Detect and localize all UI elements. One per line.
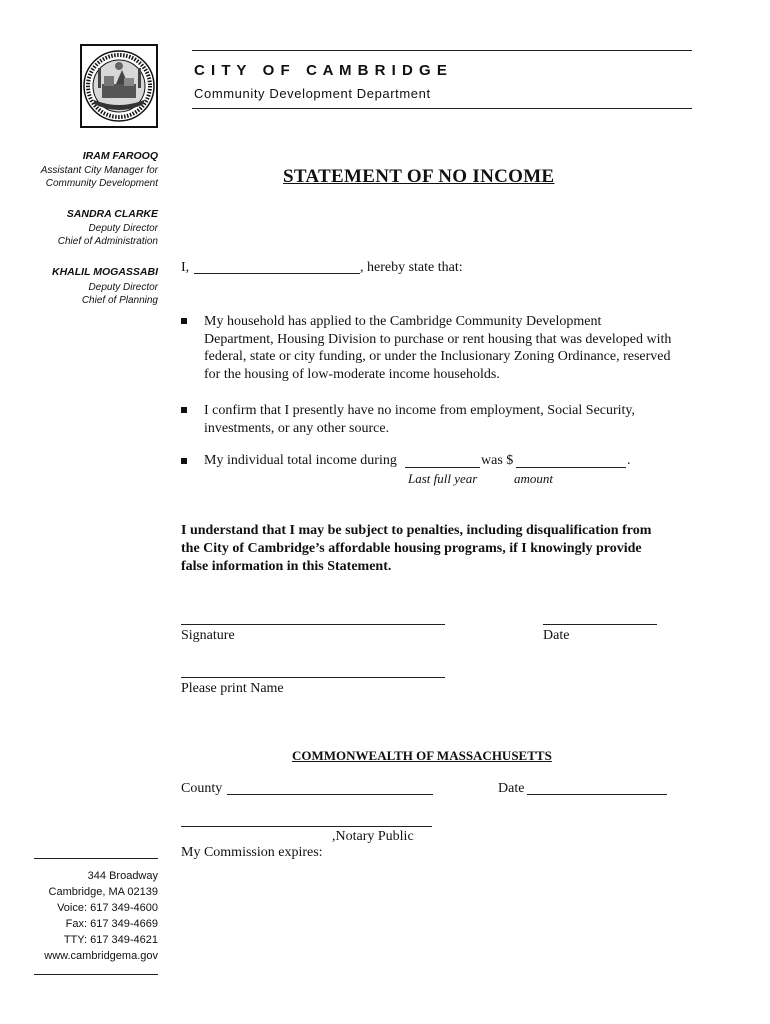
- address-top-rule: [34, 858, 158, 859]
- income-suffix: .: [627, 453, 631, 468]
- address-line: TTY: 617 349-4621: [63, 934, 158, 946]
- address-bottom-rule: [34, 974, 158, 975]
- bullet-icon: [181, 407, 187, 413]
- amount-label: amount: [514, 471, 553, 486]
- address-line: Fax: 617 349-4669: [65, 918, 158, 930]
- document-title: STATEMENT OF NO INCOME: [283, 166, 555, 187]
- website-link[interactable]: www.cambridgema.gov: [44, 950, 158, 962]
- city-title: C I T Y O F C A M B R I D G E: [194, 62, 448, 79]
- staff-name: SANDRA CLARKE: [66, 208, 158, 220]
- date-line[interactable]: [543, 624, 657, 625]
- staff-title: Community Development: [45, 178, 158, 189]
- notary-heading: COMMONWEALTH OF MASSACHUSETTS: [292, 748, 552, 763]
- year-label: Last full year: [408, 471, 478, 486]
- name-blank-line[interactable]: [194, 273, 360, 274]
- county-line[interactable]: [227, 794, 433, 795]
- staff-name: IRAM FAROOQ: [82, 150, 158, 162]
- commission-label: My Commission expires:: [181, 845, 323, 860]
- address-line: Cambridge, MA 02139: [48, 886, 158, 898]
- print-name-label: Please print Name: [181, 681, 284, 696]
- city-seal: [80, 44, 158, 128]
- signature-line[interactable]: [181, 624, 445, 625]
- department-name: Community Development Department: [194, 86, 431, 101]
- address-line: 344 Broadway: [87, 870, 158, 882]
- bullet-icon: [181, 318, 187, 324]
- statement-bullet: I confirm that I presently have no income from employment, Social Security, investments, or any other source.: [204, 403, 636, 436]
- intro-prefix: I,: [181, 260, 190, 275]
- staff-title: Chief of Planning: [81, 295, 158, 306]
- penalty-statement: I understand that I may be subject to penalties, including disqualification from the City of Cambridge’s affordable housing programs, if I knowingly provide false information in this Statement.: [181, 523, 652, 574]
- year-blank-line[interactable]: [405, 467, 480, 468]
- address-line: Voice: 617 349-4600: [57, 902, 158, 914]
- date-label: Date: [543, 628, 570, 643]
- bullet-icon: [181, 458, 187, 464]
- statement-bullet: My household has applied to the Cambridge Community Development Department, Housing Division to purchase or rent housing that was developed with federal, state or city funding, or under the Inclusionary Zoning Ordinance, reserved for the housing of low-moderate income households.: [204, 314, 672, 382]
- staff-title: Chief of Administration: [57, 236, 158, 247]
- header-bottom-rule: [192, 108, 692, 109]
- signature-label: Signature: [181, 628, 235, 643]
- county-label: County: [181, 781, 223, 796]
- staff-name: KHALIL MOGASSABI: [52, 266, 158, 278]
- print-name-line[interactable]: [181, 677, 445, 678]
- income-prefix: My individual total income during: [204, 453, 397, 468]
- staff-title: Deputy Director: [88, 223, 158, 234]
- amount-blank-line[interactable]: [516, 467, 626, 468]
- notary-public-label: ,Notary Public: [332, 829, 414, 844]
- staff-title: Assistant City Manager for: [40, 165, 158, 176]
- header-top-rule: [192, 50, 692, 51]
- income-middle: was $: [481, 453, 514, 468]
- notary-date-line[interactable]: [527, 794, 667, 795]
- notary-date-label: Date: [498, 781, 525, 796]
- intro-suffix: , hereby state that:: [360, 260, 463, 275]
- notary-signature-line[interactable]: [181, 826, 432, 827]
- staff-title: Deputy Director: [88, 282, 158, 293]
